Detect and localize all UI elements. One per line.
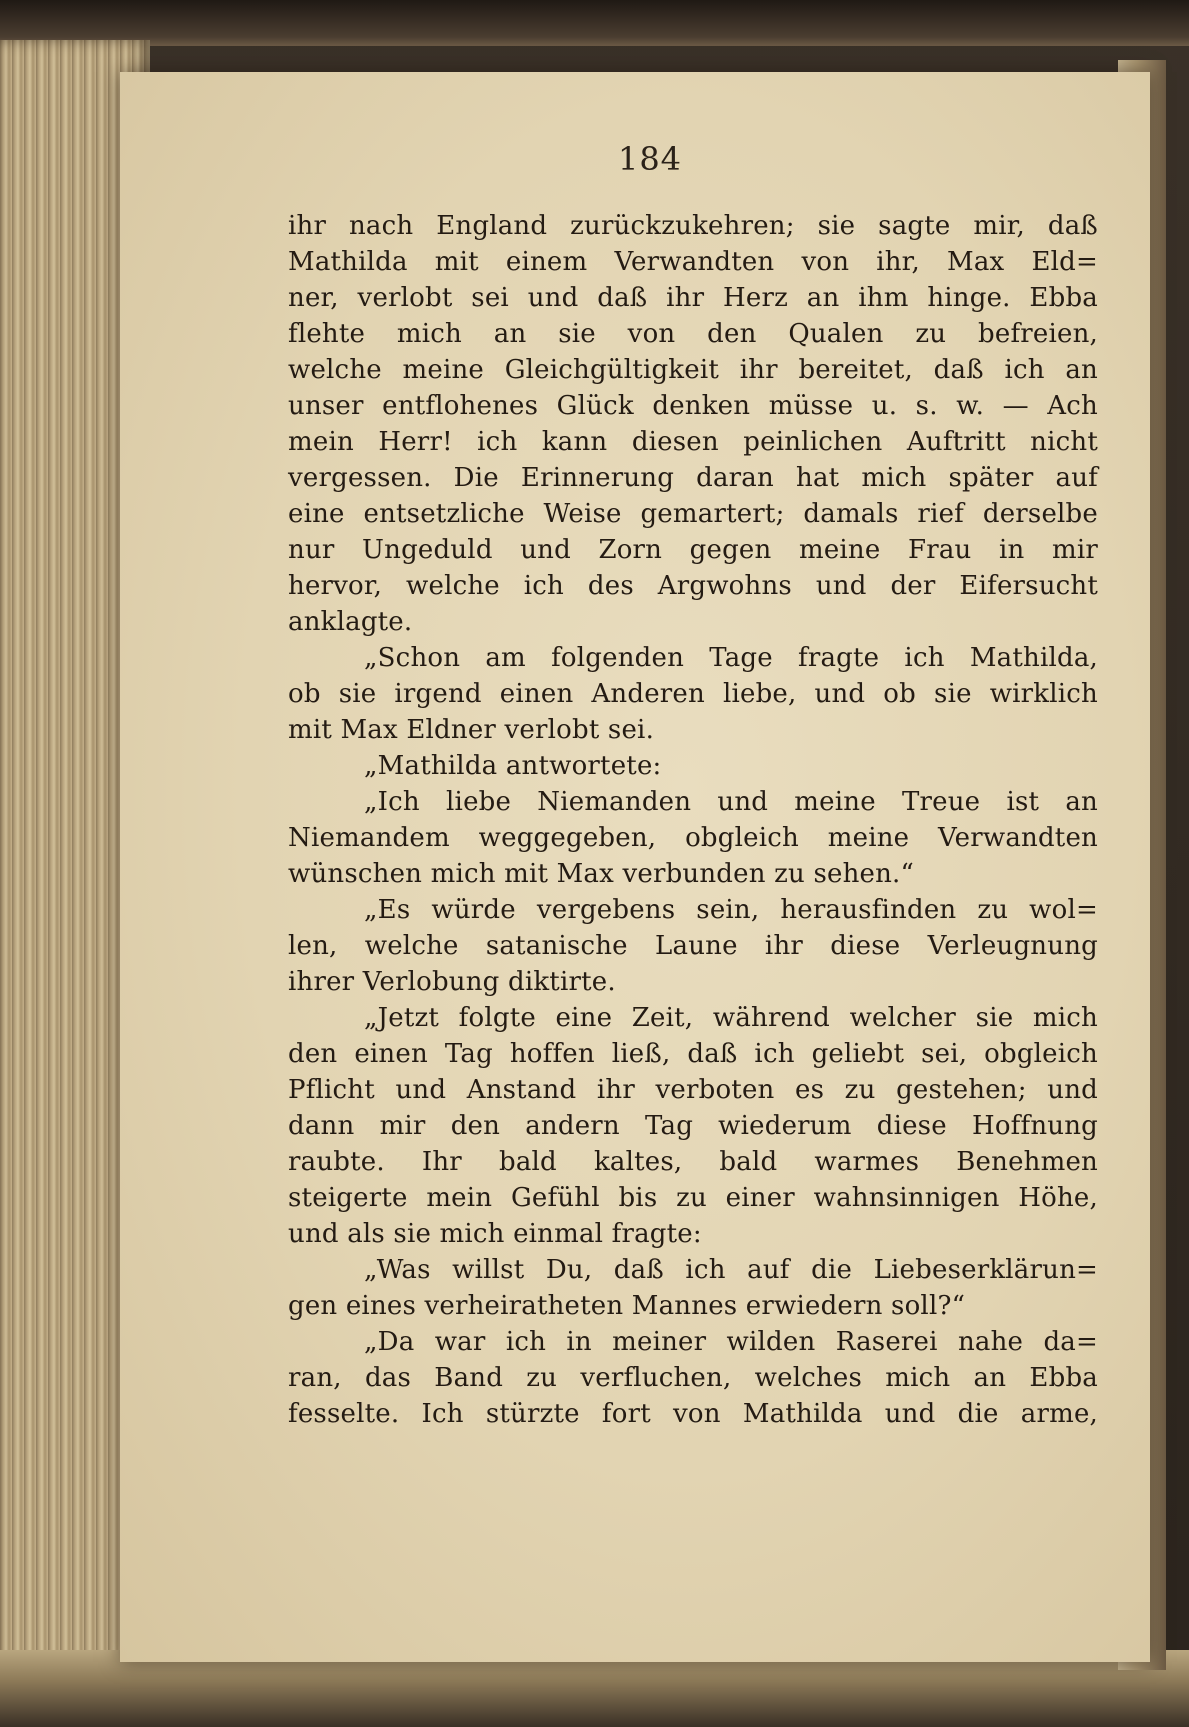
page-number: 184 [617,140,683,178]
text-line: hervor, welche ich des Argwohns und der Eifersucht [288,571,1098,601]
text-line: ihr nach England zurückzukehren; sie sagte mir, daß [288,211,1098,241]
text-line: ran, das Band zu verfluchen, welches mich an Ebba [288,1363,1098,1393]
text-line: steigerte mein Gefühl bis zu einer wahnsinnigen Höhe, [288,1183,1098,1213]
text-line: gen eines verheiratheten Mannes erwiedern soll?“ [288,1291,966,1321]
text-line: ob sie irgend einen Anderen liebe, und ob sie wirklich [288,679,1098,709]
text-line: den einen Tag hoffen ließ, daß ich geliebt sei, obgleich [288,1039,1098,1069]
text-line: wünschen mich mit Max verbunden zu sehen.“ [288,859,915,889]
text-line: „Schon am folgenden Tage fragte ich Mathilda, [364,643,1098,673]
text-line: welche meine Gleichgültigkeit ihr bereitet, daß ich an [288,355,1098,385]
text-line: vergessen. Die Erinnerung daran hat mich später auf [288,463,1098,493]
text-line: mit Max Eldner verlobt sei. [288,715,655,745]
text-line: „Was willst Du, daß ich auf die Liebeserklärun= [364,1255,1098,1285]
text-line: „Es würde vergebens sein, herausfinden zu wol= [364,895,1098,925]
text-line: dann mir den andern Tag wiederum diese Hoffnung [288,1111,1098,1141]
text-line: unser entflohenes Glück denken müsse u. s. w. — Ach [288,391,1098,421]
text-line: ihrer Verlobung diktirte. [288,967,616,997]
text-line: eine entsetzliche Weise gemartert; damals rief derselbe [288,499,1098,529]
text-line: und als sie mich einmal fragte: [288,1219,702,1249]
body-text [288,208,1098,1432]
text-line: len, welche satanische Laune ihr diese Verleugnung [288,931,1098,961]
text-line: mein Herr! ich kann diesen peinlichen Auftritt nicht [288,427,1098,457]
text-line: flehte mich an sie von den Qualen zu befreien, [288,319,1098,349]
text-line: ner, verlobt sei und daß ihr Herz an ihm hinge. Ebba [288,283,1098,313]
text-line: raubte. Ihr bald kaltes, bald warmes Benehmen [288,1147,1098,1177]
text-line: Niemandem weggegeben, obgleich meine Verwandten [288,823,1098,853]
text-line: anklagte. [288,607,413,637]
text-line: „Da war ich in meiner wilden Raserei nahe da= [364,1327,1098,1357]
text-line: „Jetzt folgte eine Zeit, während welcher sie mich [364,1003,1098,1033]
book-cover-edge [0,0,1189,46]
text-line: „Ich liebe Niemanden und meine Treue ist an [364,787,1098,817]
text-line: Mathilda mit einem Verwandten von ihr, Max Eld= [288,247,1098,277]
text-line: Pflicht und Anstand ihr verboten es zu gestehen; und [288,1075,1098,1105]
text-line: nur Ungeduld und Zorn gegen meine Frau in mir [288,535,1098,565]
text-line: fesselte. Ich stürzte fort von Mathilda und die arme, [288,1399,1098,1429]
text-line: „Mathilda antwortete: [364,751,662,781]
